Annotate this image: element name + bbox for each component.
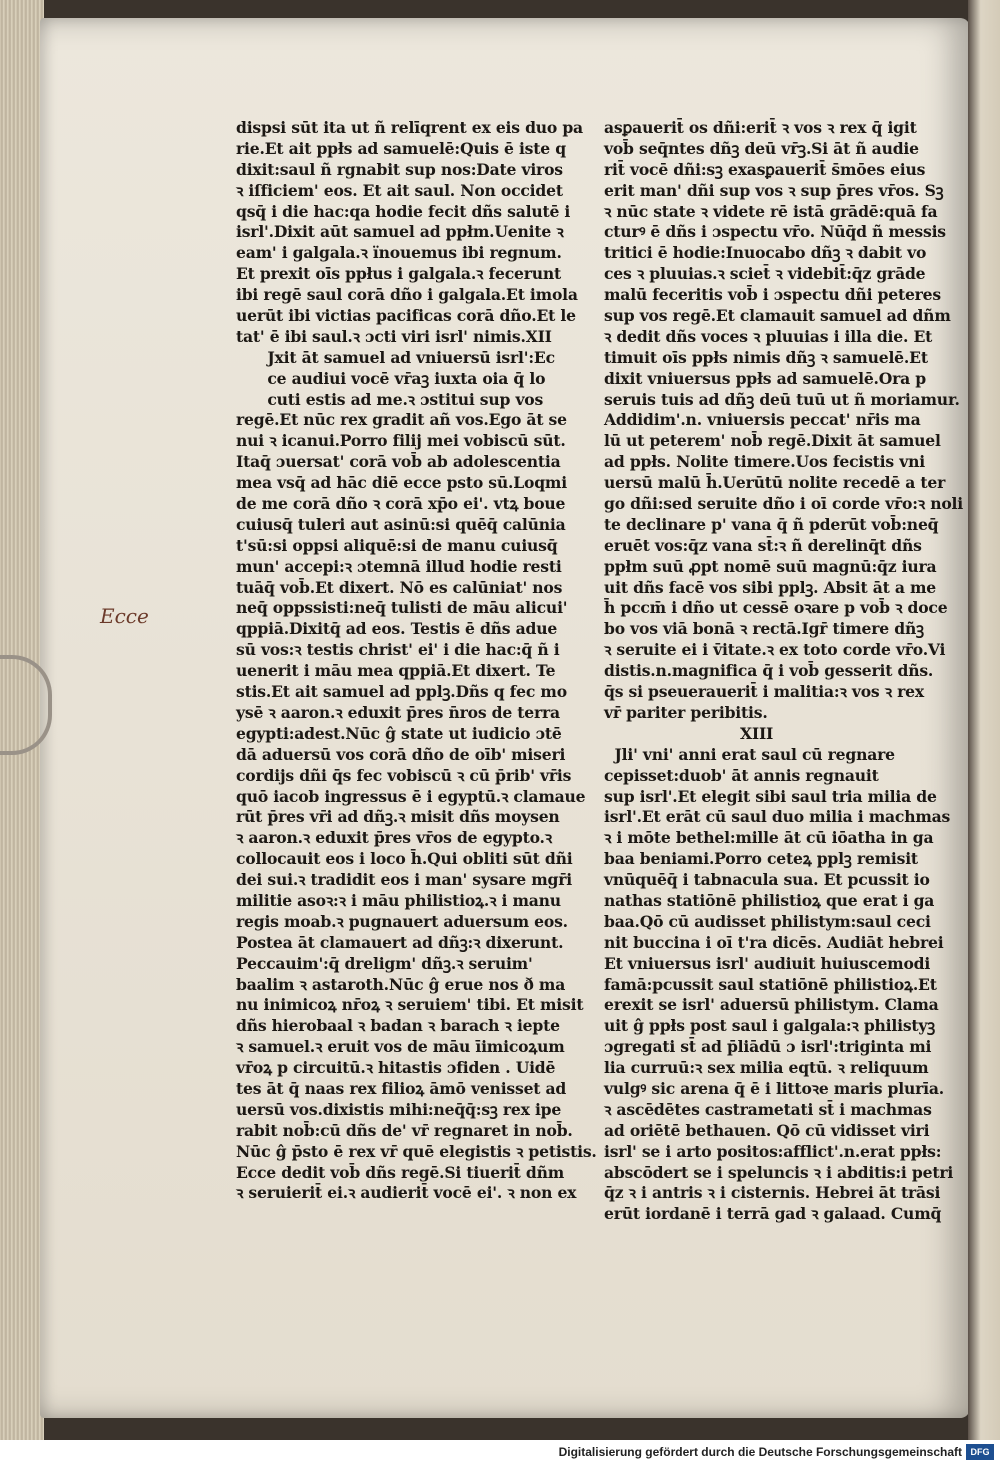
text-line: malū feceritis vob̄ i ɔspectu dñi peteres (604, 285, 941, 305)
text-line: mun' accepi:ꝛ ɔtemnā illud hodie resti (236, 556, 562, 576)
text-line: asꝑauerit̄ os dñi:erit̄ ꝛ vos ꝛ rex q̄ igit (604, 118, 917, 137)
text-line: cuti estis ad me.ꝛ ɔstitui sup vos (236, 389, 544, 409)
margin-annotation: Ecce (100, 604, 149, 628)
text-line: Itaq̄ ɔuersat' corā vob̄ ab adolescentia (236, 452, 561, 472)
footer-bar (0, 1440, 1000, 1464)
text-line: ꝛ i mōte bethel:mille āt cū iōatha in ga (604, 828, 934, 848)
text-line: ꝛ samuel.ꝛ eruit vos de māu īimicoꝝum (236, 1037, 565, 1057)
text-line: distis.n.magnifica q̄ i vob̄ gesserit dñs. (604, 661, 934, 681)
text-line: ꝛ aaron.ꝛ eduxit p̄res vr̄os de egypto.ꝛ (236, 828, 552, 848)
text-line: rit̄ vocē dñi:sꝫ exasꝑauerit̄ s̄mōes eius (604, 159, 926, 179)
text-line: baalim ꝛ astaroth.Nūc ĝ erue nos ð ma (236, 974, 566, 994)
text-line: sup isrl'.Et elegit sibi saul tria milia de (604, 786, 937, 806)
text-line: dixit:saul ñ rgnabit sup nos:Date viros (236, 159, 563, 179)
text-line: q̄s si pseuerauerit̄ i malitia:ꝛ vos ꝛ rex (604, 682, 924, 702)
text-line: Et vniuersus isrl' audiuit huiuscemodi (604, 953, 931, 973)
text-line: isrl' se i arto positos:afflict'.n.erat ppłs: (604, 1141, 942, 1161)
text-line: eam' i galgala.ꝛ ïnouemus ibi regnum. (236, 243, 562, 263)
dfg-logo: DFG (966, 1444, 994, 1460)
text-line: Peccauim':q̄ dreligm' dñꝫ.ꝛ seruim' (236, 953, 533, 973)
text-line: Et prexit oīs ppłus i galgala.ꝛ fecerunt (236, 264, 562, 284)
text-line: Ecce dedit vob̄ dñs regē.Si tiuerit̄ dñm (236, 1162, 565, 1182)
text-line: Jli' vni' anni erat saul cū regnare (604, 744, 895, 764)
text-line: isrl'.Dixit aūt samuel ad ppłm.Uenite ꝛ (236, 222, 564, 242)
text-line: ces ꝛ pluuias.ꝛ sciet̄ ꝛ videbit̄:q̄z grāde (604, 264, 926, 284)
text-line: ppłm suū ꝓpt nomē suū magnū:q̄z iura (604, 556, 937, 576)
text-line: ꝛ nūc state ꝛ videte rē istā grādē:quā fa (604, 201, 938, 221)
text-line: nit buccina i oī t'ra dicēs. Audiāt hebrei (604, 932, 944, 952)
text-line: de me corā dño ꝛ corā xp̄o ei'. vtꝝ boue (236, 494, 566, 514)
text-line: vulgꝰ sic arena q̄ ē i littoꝛe maris plurīa. (604, 1078, 944, 1098)
text-line: ɔgregati st̄ ad p̄liādū ɔ isrl':triginta mi (604, 1037, 932, 1057)
text-line: Addidim'.n. vniuersis peccat' nr̄is ma (604, 410, 921, 430)
text-line: uenerit i māu mea qppiā.Et dixert. Te (236, 661, 556, 681)
text-line: tes āt q̄ naas rex filioꝝ āmō venisset ad (236, 1078, 567, 1098)
text-line: go dñi:sed seruite dño i oī corde vr̄o:ꝛ noli (604, 494, 963, 514)
text-line: vr̄oꝝ p circuitū.ꝛ hitastis ɔfiden . Uidē (236, 1058, 556, 1078)
text-line: tritici ē hodie:Inuocabo dñꝫ ꝛ dabit vo (604, 243, 927, 263)
text-line: ꝛ ascēdētes castrametati st̄ i machmas (604, 1099, 932, 1119)
text-line: stis.Et ait samuel ad pplꝫ.Dñs q fec mo (236, 682, 567, 702)
footer-credit: Digitalisierung gefördert durch die Deutsche Forschungsgemeinschaft (558, 1445, 962, 1459)
text-line: ibi regē saul corā dño i galgala.Et imola (236, 285, 578, 305)
text-line: regis moab.ꝛ pugnauert aduersum eos. (236, 911, 568, 931)
text-line: dixit vniuersus ppłs ad samuelē.Ora p (604, 368, 927, 388)
text-line: rabit nob̄:cū dñs de' vr̄ regnaret in nob̄. (236, 1120, 573, 1140)
text-line: ꝛ seruite ei i v̄itate.ꝛ ex toto corde vr̄o.Vi (604, 640, 946, 660)
text-line: neq̄ oppssisti:neq̄ tulisti de māu alicui' (236, 598, 568, 618)
text-line: cturꝰ ē dñs i ɔspectu vr̄o. Nūq̄d ñ messis (604, 222, 946, 242)
text-line: cordijs dñi q̄s fec vobiscū ꝛ cū p̄rib' vr̄is (236, 765, 572, 785)
facing-page-edge (968, 0, 1000, 1440)
text-line: te declinare p' vana q̄ ñ pderūt vob̄:neq̄ (604, 514, 939, 534)
text-line: dei sui.ꝛ tradidit eos i man' sysare mgr̄i (236, 870, 572, 890)
text-line: timuit oīs ppłs nimis dñꝫ ꝛ samuelē.Et (604, 347, 928, 367)
text-column-right (604, 118, 963, 1225)
text-line: collocauit eos i loco h̄.Qui obliti sūt dñi (236, 849, 573, 869)
text-line: lū ut peterem' nob̄ regē.Dixit āt samuel (604, 431, 941, 451)
text-line: ꝛ iſficiem' eos. Et ait saul. Non occidet (236, 180, 563, 200)
text-line: quō iacob ingressus ē i egyptū.ꝛ clamaue (236, 786, 586, 806)
text-line: uit dñs facē vos sibi pplꝫ. Absit āt a me (604, 577, 937, 597)
text-line: ad oriētē bethauen. Qō cū vidisset viri (604, 1120, 930, 1140)
text-line: Postea āt clamauert ad dñꝫ:ꝛ dixerunt. (236, 932, 564, 952)
text-line: ad ppłs. Nolite timere.Uos fecistis vni (604, 452, 925, 472)
text-line: t'sū:si oppsi aliquē:si de manu cuiusq̄ (236, 535, 558, 555)
text-line: nu inimicoꝝ nr̄oꝝ ꝛ seruiem' tibi. Et misit (236, 995, 584, 1015)
text-line: dā aduersū vos corā dño de oīb' miseri (236, 744, 566, 764)
text-line: uerūt ibi victias pacificas corā dño.Et le (236, 306, 576, 326)
text-line: vob̄ seq̄ntes dñꝫ deū vr̄ꝫ.Si āt ñ audie (604, 138, 919, 158)
text-line: q̄z ꝛ i antris ꝛ i cisternis. Hebrei āt trāsi (604, 1183, 941, 1203)
text-line: cuiusq̄ tuleri aut asinū:si quēq̄ calūnia (236, 514, 566, 534)
text-line: ysē ꝛ aaron.ꝛ eduxit p̄res n̄ros de terra (236, 702, 560, 722)
text-line: egypti:adest.Nūc ĝ state ut iudicio ɔtē (236, 723, 562, 743)
text-line: vnūquēq̄ i tabnacula sua. Et pcussit io (604, 870, 930, 890)
text-line: mea vsq̄ ad hāc diē ecce psto sū.Loqmi (236, 473, 567, 493)
text-line: militie asoꝛ:ꝛ i māu philistioꝝ.ꝛ i manu (236, 890, 561, 910)
text-line: rie.Et ait ppłs ad samuelē:Quis ē iste q (236, 138, 566, 158)
text-line: vr̄ pariter peribitis. (604, 702, 768, 722)
text-line: dispsi sūt ita ut ñ relīqrent ex eis duo pa (236, 118, 583, 137)
text-line: cepisset:duob' āt annis regnauit (604, 765, 879, 785)
text-line: abscōdert se i speluncis ꝛ i abditis:i petri (604, 1162, 954, 1182)
text-line: Nūc ĝ p̄sto ē rex vr̄ quē elegistis ꝛ petistis. (236, 1141, 597, 1161)
text-column-left (236, 118, 597, 1204)
text-line: XIII (604, 723, 774, 743)
text-line: rūt p̄res vr̄i ad dñꝫ.ꝛ misit dñs moysen (236, 807, 560, 827)
text-line: tuāq̄ vob̄.Et dixert. Nō es calūniat' nos (236, 577, 563, 597)
text-line: sū vos:ꝛ testis christ' ei' i die hac:q̄ ñ i (236, 640, 560, 660)
text-line: qppiā.Dixitq̄ ad eos. Testis ē dñs adue (236, 619, 558, 639)
text-line: dñs hierobaal ꝛ badan ꝛ barach ꝛ iepte (236, 1016, 560, 1036)
text-line: erit man' dñi sup vos ꝛ sup p̄res vr̄os. Sꝫ (604, 180, 944, 200)
text-line: Jxit āt samuel ad vniuersū isrl':Ec (236, 347, 555, 367)
text-line: lia curruū:ꝛ sex milia eqtū. ꝛ reliquum (604, 1058, 929, 1078)
text-line: bo vos viā bonā ꝛ rectā.Igr̄ timere dñꝫ (604, 619, 924, 639)
text-line: ꝛ dedit dñs voces ꝛ pluuias i illa die. Et (604, 326, 933, 346)
text-line: uersū vos.dixistis mihi:neq̄q̄:sꝫ rex ipe (236, 1099, 562, 1119)
text-line: h̄ pccm̄ i dño ut cessē oꝛare p vob̄ ꝛ doce (604, 598, 948, 618)
text-line: uersū malū h̄.Uerūtū nolite recedē a ter (604, 473, 946, 493)
text-line: nathas statiōnē philistioꝝ que erat i ga (604, 890, 935, 910)
text-line: isrl'.Et erāt cū saul duo milia i machmas (604, 807, 951, 827)
text-line: uit ĝ ppłs post saul i galgala:ꝛ philistyꝫ (604, 1016, 936, 1036)
text-line: tat' ē ibi saul.ꝛ ɔcti viri isrl' nimis.XII (236, 326, 552, 346)
text-line: regē.Et nūc rex gradit añ vos.Ego āt se (236, 410, 567, 430)
text-line: erūt iordanē i terrā gad ꝛ galaad. Cumq̄ (604, 1204, 942, 1224)
text-line: seruis tuis ad dñꝫ deū tuū ut ñ moriamur. (604, 389, 960, 409)
text-line: ce audiui vocē vr̄aꝫ iuxta oia q̄ lo (236, 368, 546, 388)
text-line: qsq̄ i die hac:qa hodie fecit dñs salutē i (236, 201, 571, 221)
text-line: famā:pcussit saul statiōnē philistioꝝ.Et (604, 974, 937, 994)
text-line: eruēt vos:q̄z vana st̄:ꝛ ñ derelinq̄t dñs (604, 535, 922, 555)
text-line: nui ꝛ icanui.Porro filij mei vobiscū sūt. (236, 431, 566, 451)
text-line: sup vos regē.Et clamauit samuel ad dñm (604, 306, 951, 326)
text-line: ꝛ seruierit̄ ei.ꝛ audierit̄ vocē ei'. ꝛ non ex (236, 1183, 577, 1203)
text-line: baa.Qō cū audisset philistym:saul ceci (604, 911, 931, 931)
text-line: baa beniami.Porro ceteꝝ pplꝫ remisit (604, 849, 918, 869)
text-line: erexit se isrl' aduersū philistym. Clama (604, 995, 939, 1015)
